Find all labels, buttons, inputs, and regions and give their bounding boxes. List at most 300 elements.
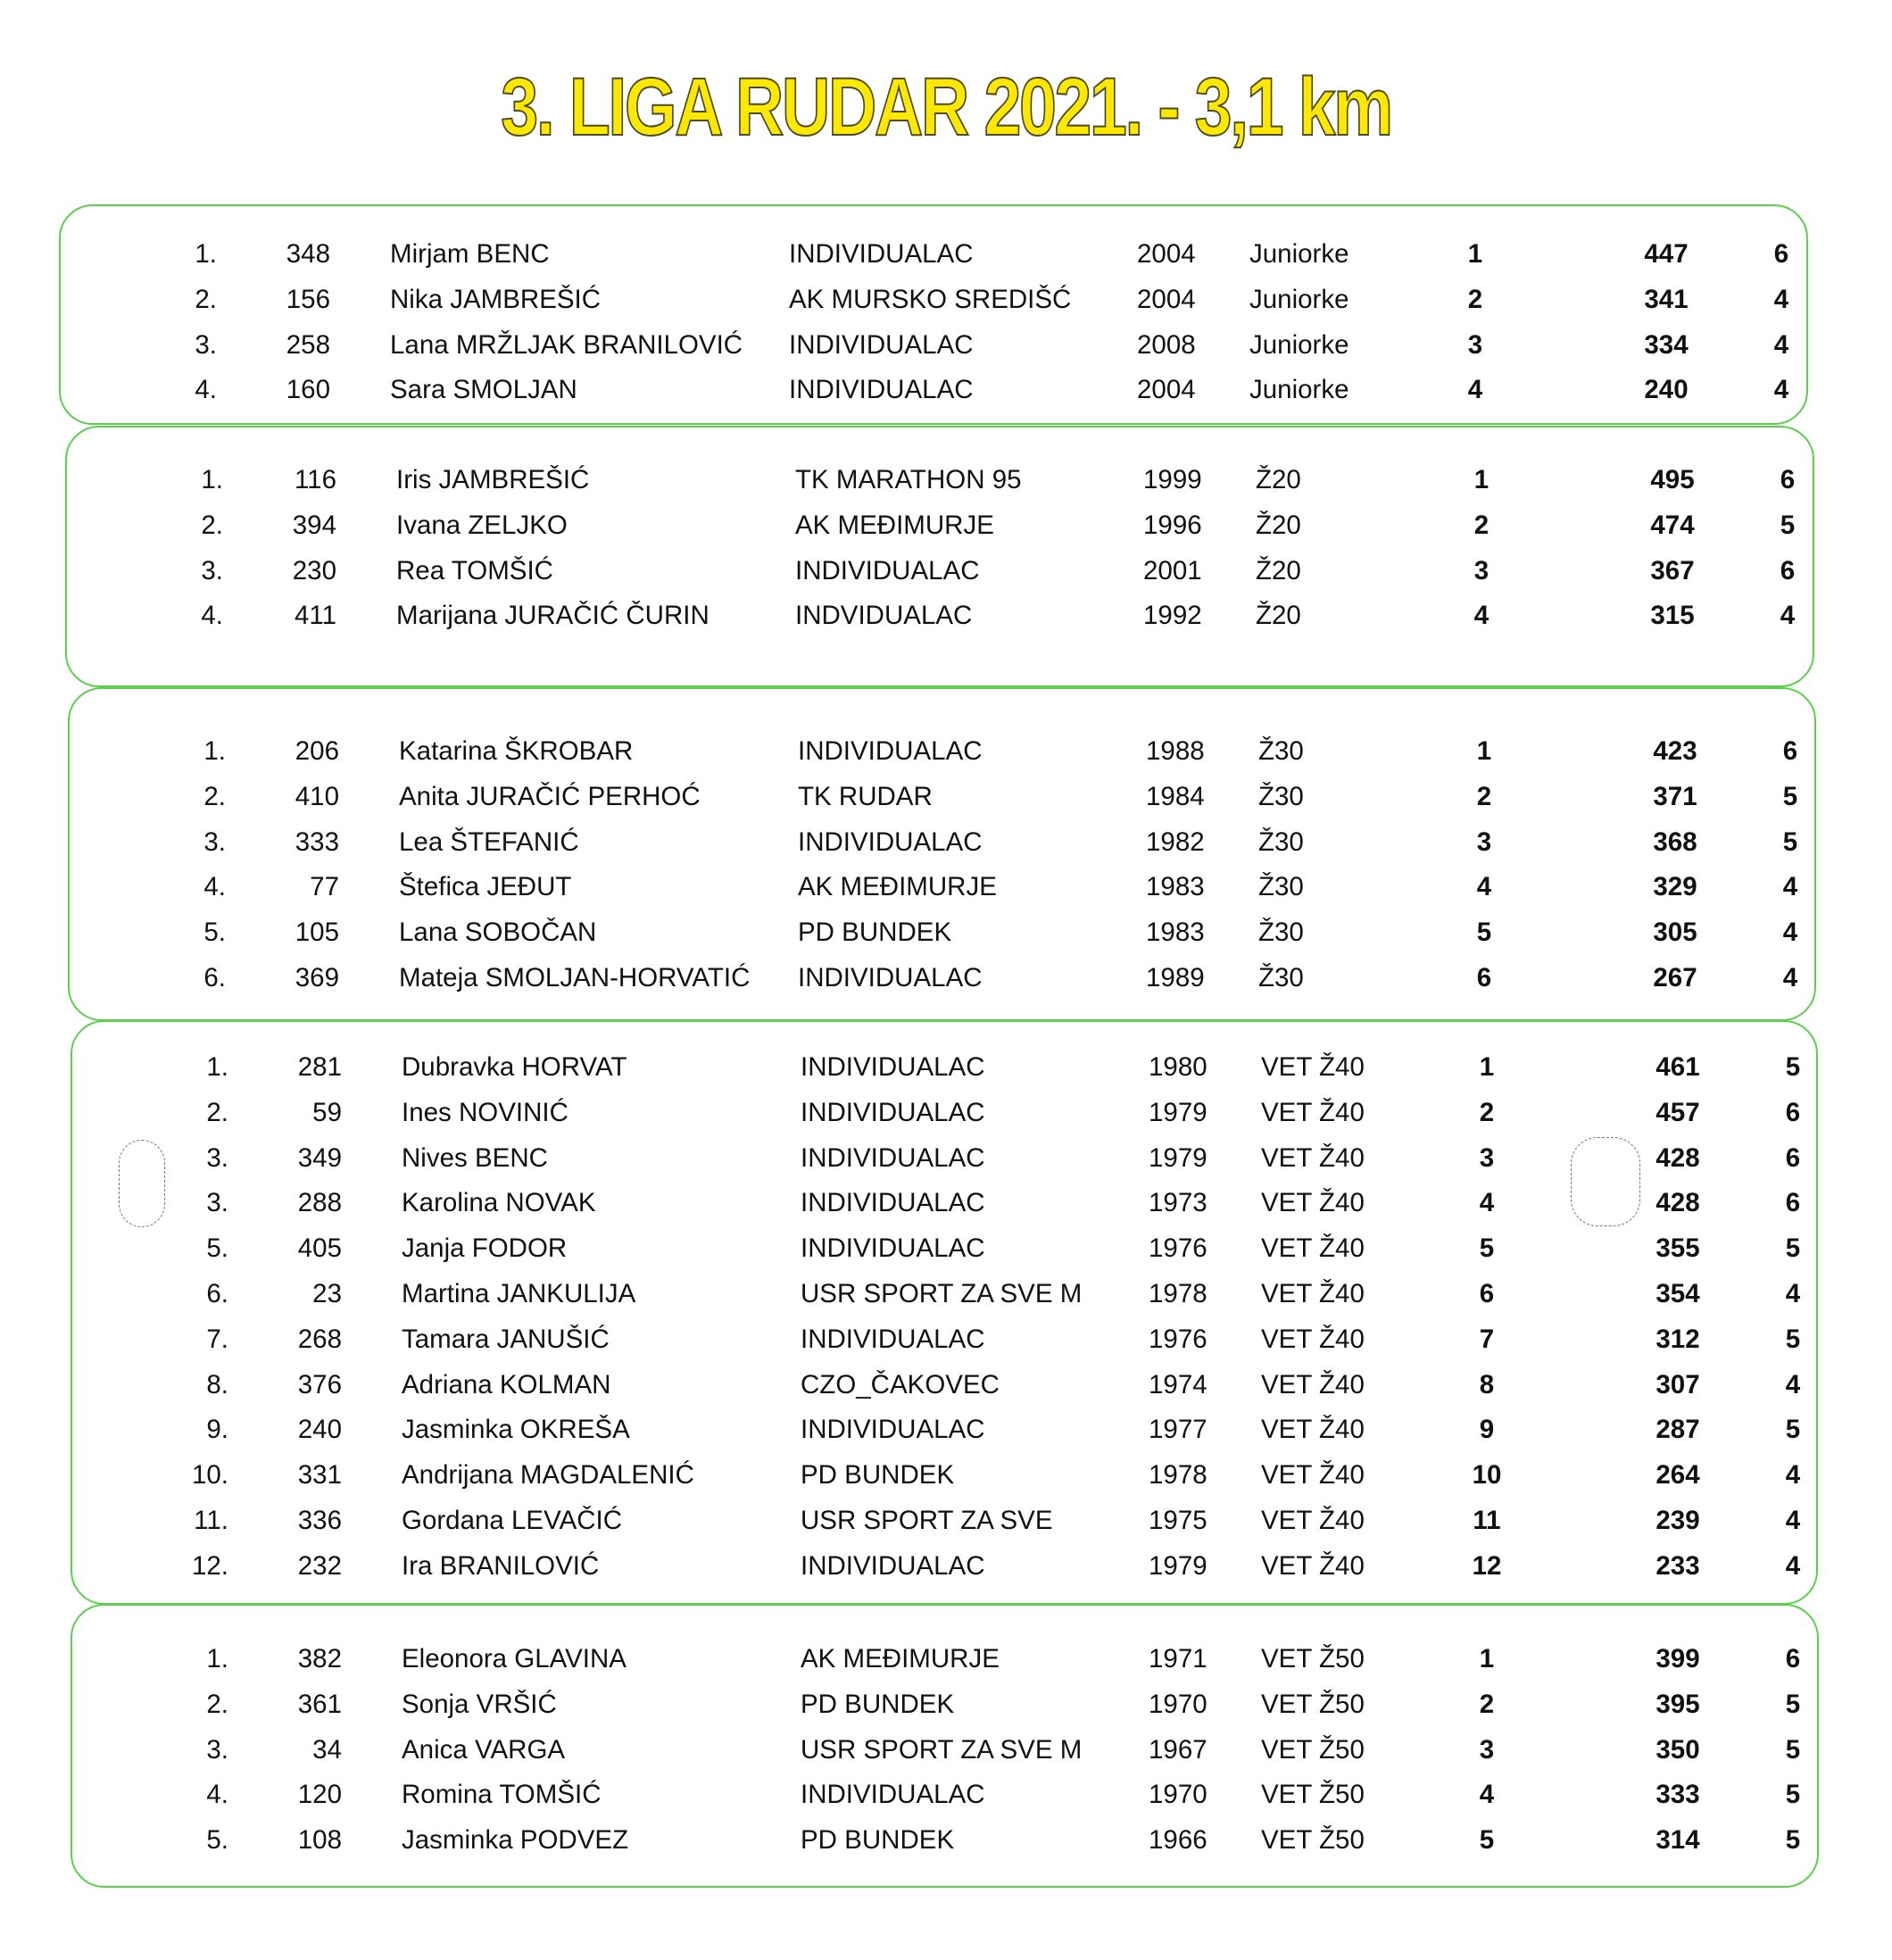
cell-pts: 428 [1656,1188,1700,1218]
cell-cat: VET Ž40 [1261,1052,1365,1082]
cell-races: 6 [1773,239,1789,269]
cell-races: 4 [1773,329,1789,360]
cell-place: 1 [1479,1644,1495,1673]
cell-club: PD BUNDEK [801,1689,955,1719]
result-row [72,1637,1817,1682]
cell-rank: 2. [201,510,223,540]
cell-rank: 1. [206,1644,228,1673]
result-row [72,1682,1817,1728]
cell-pts: 367 [1650,555,1695,586]
cell-pts: 240 [1644,375,1689,405]
cell-bib: 108 [297,1825,342,1856]
cell-cat: Juniorke [1249,239,1349,269]
result-row [72,1408,1816,1453]
cell-year: 1996 [1143,510,1202,540]
cell-club: AK MURSKO SREDIŠĆ [789,284,1072,314]
cell-year: 1976 [1149,1324,1207,1354]
cell-place: 3 [1476,826,1492,857]
cell-place: 7 [1479,1324,1495,1354]
cell-name: Nives BENC [402,1142,548,1173]
cell-place: 1 [1479,1052,1495,1082]
cell-club: INDIVIDUALAC [801,1233,985,1264]
cell-year: 1971 [1149,1644,1207,1673]
cell-name: Eleonora GLAVINA [402,1644,627,1673]
cell-club: INDIVIDUALAC [801,1097,985,1127]
cell-year: 2004 [1137,375,1196,405]
cell-club: PD BUNDEK [801,1825,955,1856]
cell-races: 4 [1785,1369,1801,1399]
cell-pts: 395 [1656,1689,1700,1719]
cell-club: TK MARATHON 95 [795,465,1022,494]
cell-club: INDIVIDUALAC [801,1780,985,1810]
cell-races: 6 [1785,1188,1801,1218]
cell-name: Jasminka OKREŠA [402,1415,630,1445]
cell-name: Ivana ZELJKO [396,510,568,540]
cell-pts: 457 [1656,1097,1700,1127]
cell-cat: VET Ž40 [1261,1142,1365,1173]
cell-pts: 307 [1656,1369,1700,1399]
cell-club: INDIVIDUALAC [789,239,974,269]
cell-name: Katarina ŠKROBAR [399,736,634,766]
result-row [67,458,1813,503]
cell-pts: 428 [1656,1142,1700,1173]
cell-bib: 268 [297,1324,342,1354]
cell-bib: 410 [295,781,339,811]
cell-races: 5 [1785,1689,1801,1719]
cell-year: 1978 [1149,1278,1207,1308]
result-row [72,1728,1817,1773]
cell-cat: Ž30 [1258,872,1304,902]
result-row [70,910,1814,956]
result-row [61,323,1806,369]
cell-place: 8 [1479,1369,1495,1399]
cell-bib: 331 [297,1460,342,1491]
cell-bib: 34 [312,1734,342,1765]
cell-cat: Ž20 [1256,510,1301,540]
cell-name: Sara SMOLJAN [390,375,577,405]
cell-club: INDIVIDUALAC [789,375,974,405]
cell-bib: 349 [297,1142,342,1173]
cell-place: 3 [1467,329,1483,360]
cell-pts: 355 [1656,1233,1700,1264]
cell-races: 6 [1785,1142,1801,1173]
cell-pts: 447 [1644,239,1689,269]
cell-bib: 77 [310,872,339,902]
cell-club: INDIVIDUALAC [801,1052,985,1082]
cell-pts: 287 [1656,1415,1700,1445]
result-row [72,1363,1816,1408]
cell-cat: VET Ž40 [1261,1369,1365,1399]
cell-cat: VET Ž40 [1261,1278,1365,1308]
cell-name: Mirjam BENC [390,239,550,269]
cell-club: INDIVIDUALAC [801,1188,985,1218]
cell-pts: 371 [1653,781,1697,811]
cell-bib: 394 [292,510,336,540]
cell-place: 11 [1473,1505,1501,1535]
cell-races: 5 [1785,1825,1801,1856]
cell-pts: 334 [1644,329,1689,360]
cell-rank: 3. [206,1142,228,1173]
cell-year: 1979 [1149,1142,1207,1173]
cell-year: 1970 [1149,1689,1207,1719]
cell-year: 1984 [1146,781,1205,811]
cell-name: Ira BRANILOVIĆ [402,1550,600,1581]
cell-races: 4 [1785,1278,1801,1308]
tie-marker-rank [119,1140,165,1227]
cell-bib: 405 [297,1233,342,1264]
cell-rank: 3. [203,826,226,857]
cell-club: INDIVIDUALAC [801,1550,985,1581]
cell-year: 1980 [1149,1052,1207,1082]
cell-club: USR SPORT ZA SVE [801,1505,1053,1535]
cell-bib: 105 [295,918,339,948]
cell-cat: VET Ž50 [1261,1825,1365,1856]
cell-name: Andrijana MAGDALENIĆ [402,1460,694,1491]
cell-pts: 368 [1653,826,1697,857]
cell-club: INDIVIDUALAC [798,962,983,992]
cell-place: 4 [1473,601,1490,631]
cell-year: 1970 [1149,1780,1207,1810]
result-row [70,865,1814,910]
cell-races: 5 [1785,1324,1801,1354]
cell-name: Lana SOBOČAN [399,918,597,948]
cell-races: 6 [1780,465,1796,494]
cell-rank: 12. [191,1550,228,1581]
results-group [71,1020,1818,1605]
cell-rank: 4. [206,1780,228,1810]
cell-rank: 1. [201,465,223,494]
cell-bib: 156 [286,284,330,314]
cell-cat: VET Ž40 [1261,1415,1365,1445]
cell-name: Lea ŠTEFANIĆ [399,826,579,857]
cell-bib: 369 [295,962,339,992]
cell-bib: 348 [286,239,330,269]
cell-bib: 288 [297,1188,342,1218]
cell-name: Janja FODOR [402,1233,568,1264]
cell-club: USR SPORT ZA SVE M [801,1734,1083,1765]
cell-cat: Juniorke [1249,375,1349,405]
result-row [72,1272,1816,1317]
cell-place: 2 [1476,781,1492,811]
result-row [67,594,1813,639]
cell-cat: VET Ž50 [1261,1644,1365,1673]
cell-club: INDIVIDUALAC [789,329,974,360]
result-row [67,503,1813,549]
cell-races: 4 [1782,918,1798,948]
cell-rank: 4. [203,872,226,902]
cell-name: Karolina NOVAK [402,1188,596,1218]
cell-name: Tamara JANUŠIĆ [402,1324,610,1354]
cell-club: INDVIDUALAC [795,601,973,631]
cell-pts: 267 [1653,962,1697,992]
cell-races: 4 [1782,872,1798,902]
cell-club: PD BUNDEK [798,918,952,948]
cell-pts: 474 [1650,510,1695,540]
result-row [70,729,1814,775]
cell-rank: 3. [206,1188,228,1218]
cell-bib: 240 [297,1415,342,1445]
cell-races: 4 [1780,601,1796,631]
cell-year: 2001 [1143,555,1202,586]
result-row [70,775,1814,820]
cell-cat: VET Ž50 [1261,1780,1365,1810]
cell-year: 1988 [1146,736,1205,766]
cell-place: 6 [1479,1278,1495,1308]
cell-bib: 120 [297,1780,342,1810]
cell-place: 2 [1479,1689,1495,1719]
cell-pts: 264 [1656,1460,1700,1491]
cell-year: 1975 [1149,1505,1207,1535]
cell-cat: Ž20 [1256,465,1301,494]
cell-races: 5 [1785,1415,1801,1445]
cell-rank: 5. [203,918,226,948]
cell-bib: 361 [297,1689,342,1719]
cell-club: INDIVIDUALAC [801,1415,985,1445]
cell-club: INDIVIDUALAC [801,1324,985,1354]
cell-cat: VET Ž40 [1261,1460,1365,1491]
page-title: 3. LIGA RUDAR 2021. - 3,1 km [501,62,1391,153]
cell-bib: 232 [297,1550,342,1581]
cell-cat: VET Ž40 [1261,1324,1365,1354]
result-row [72,1226,1816,1272]
cell-cat: VET Ž40 [1261,1233,1365,1264]
cell-bib: 336 [297,1505,342,1535]
cell-rank: 5. [206,1233,228,1264]
cell-cat: Ž30 [1258,962,1304,992]
cell-races: 5 [1780,510,1796,540]
cell-place: 5 [1476,918,1492,948]
cell-bib: 160 [286,375,330,405]
cell-bib: 258 [286,329,330,360]
cell-year: 1999 [1143,465,1202,494]
cell-races: 4 [1773,375,1789,405]
cell-year: 1973 [1149,1188,1207,1218]
cell-rank: 3. [195,329,217,360]
cell-name: Martina JANKULIJA [402,1278,636,1308]
cell-bib: 382 [297,1644,342,1673]
cell-year: 2004 [1137,239,1196,269]
cell-rank: 8. [206,1369,228,1399]
cell-rank: 4. [195,375,217,405]
cell-pts: 312 [1656,1324,1700,1354]
cell-rank: 1. [206,1052,228,1082]
cell-cat: Ž30 [1258,918,1304,948]
cell-place: 10 [1472,1460,1502,1491]
cell-name: Sonja VRŠIĆ [402,1689,557,1719]
results-group [59,204,1808,425]
cell-name: Lana MRŽLJAK BRANILOVIĆ [390,329,743,360]
cell-rank: 7. [206,1324,228,1354]
cell-year: 2004 [1137,284,1196,314]
cell-place: 4 [1479,1188,1495,1218]
result-row [72,1091,1816,1136]
cell-place: 9 [1479,1415,1495,1445]
cell-bib: 230 [292,555,336,586]
result-row [72,1499,1816,1544]
cell-cat: Ž30 [1258,736,1304,766]
cell-name: Mateja SMOLJAN-HORVATIĆ [399,962,751,992]
result-row [72,1544,1816,1590]
cell-club: USR SPORT ZA SVE M [801,1278,1083,1308]
result-row [72,1453,1816,1499]
result-row [61,232,1806,278]
cell-club: CZO_ČAKOVEC [801,1369,1000,1399]
cell-rank: 6. [203,962,226,992]
cell-cat: Ž20 [1256,555,1301,586]
cell-races: 4 [1785,1505,1801,1535]
cell-year: 1978 [1149,1460,1207,1491]
cell-place: 2 [1479,1097,1495,1127]
cell-year: 1983 [1146,872,1205,902]
result-row [61,368,1806,413]
cell-year: 1974 [1149,1369,1207,1399]
cell-club: TK RUDAR [798,781,933,811]
results-group [65,426,1814,687]
cell-cat: VET Ž50 [1261,1734,1365,1765]
cell-pts: 350 [1656,1734,1700,1765]
cell-rank: 3. [206,1734,228,1765]
cell-cat: Ž20 [1256,601,1301,631]
cell-club: INDIVIDUALAC [798,826,983,857]
cell-races: 5 [1782,826,1798,857]
cell-bib: 411 [294,601,336,631]
cell-year: 1976 [1149,1233,1207,1264]
cell-club: INDIVIDUALAC [798,736,983,766]
cell-club: AK MEĐIMURJE [798,872,997,902]
cell-races: 4 [1782,962,1798,992]
cell-cat: VET Ž40 [1261,1505,1365,1535]
cell-races: 5 [1782,781,1798,811]
cell-rank: 2. [206,1689,228,1719]
cell-races: 5 [1785,1780,1801,1810]
cell-rank: 2. [203,781,226,811]
cell-name: Marijana JURAČIĆ ČURIN [396,601,710,631]
cell-races: 6 [1785,1644,1801,1673]
cell-bib: 333 [295,826,339,857]
cell-year: 1977 [1149,1415,1207,1445]
cell-place: 12 [1472,1550,1502,1581]
cell-place: 3 [1479,1734,1495,1765]
cell-pts: 314 [1656,1825,1700,1856]
cell-pts: 329 [1653,872,1697,902]
cell-pts: 305 [1653,918,1697,948]
cell-club: PD BUNDEK [801,1460,955,1491]
result-row [72,1181,1816,1226]
result-row [61,278,1806,323]
cell-cat: Juniorke [1249,284,1349,314]
cell-cat: VET Ž40 [1261,1097,1365,1127]
cell-races: 4 [1785,1460,1801,1491]
cell-place: 1 [1473,465,1490,494]
cell-year: 1966 [1149,1825,1207,1856]
result-row [72,1136,1816,1182]
result-row [72,1818,1817,1864]
cell-cat: Ž30 [1258,826,1304,857]
cell-rank: 10. [191,1460,228,1491]
cell-place: 2 [1473,510,1490,540]
cell-name: Iris JAMBREŠIĆ [396,465,590,494]
cell-races: 4 [1773,284,1789,314]
cell-name: Jasminka PODVEZ [402,1825,629,1856]
cell-place: 4 [1479,1780,1495,1810]
cell-place: 4 [1476,872,1492,902]
cell-name: Anica VARGA [402,1734,566,1765]
cell-bib: 376 [297,1369,342,1399]
cell-pts: 399 [1656,1644,1700,1673]
cell-name: Nika JAMBREŠIĆ [390,284,602,314]
cell-club: INDIVIDUALAC [795,555,980,586]
cell-races: 5 [1785,1052,1801,1082]
cell-races: 6 [1780,555,1796,586]
cell-pts: 315 [1650,601,1695,631]
cell-rank: 5. [206,1825,228,1856]
cell-year: 2008 [1137,329,1196,360]
cell-place: 3 [1473,555,1490,586]
cell-pts: 354 [1656,1278,1700,1308]
cell-place: 6 [1476,962,1492,992]
cell-bib: 59 [312,1097,342,1127]
cell-place: 2 [1467,284,1483,314]
cell-rank: 11. [194,1505,228,1535]
cell-races: 4 [1785,1550,1801,1581]
cell-rank: 1. [195,239,217,269]
cell-year: 1983 [1146,918,1205,948]
cell-name: Ines NOVINIĆ [402,1097,568,1127]
cell-bib: 116 [294,465,336,494]
cell-year: 1989 [1146,962,1205,992]
cell-name: Dubravka HORVAT [402,1052,627,1082]
cell-year: 1979 [1149,1550,1207,1581]
cell-place: 1 [1476,736,1492,766]
result-row [67,549,1813,594]
cell-name: Anita JURAČIĆ PERHOĆ [399,781,701,811]
cell-cat: VET Ž50 [1261,1689,1365,1719]
cell-pts: 239 [1656,1505,1700,1535]
cell-rank: 2. [195,284,217,314]
cell-rank: 4. [201,601,223,631]
cell-year: 1992 [1143,601,1202,631]
cell-club: AK MEĐIMURJE [795,510,994,540]
cell-bib: 281 [297,1052,342,1082]
cell-place: 5 [1479,1825,1495,1856]
result-row [72,1317,1816,1363]
cell-club: AK MEĐIMURJE [801,1644,1000,1673]
cell-cat: VET Ž40 [1261,1188,1365,1218]
cell-year: 1979 [1149,1097,1207,1127]
cell-pts: 333 [1656,1780,1700,1810]
cell-bib: 206 [295,736,339,766]
cell-pts: 461 [1656,1052,1700,1082]
cell-pts: 233 [1656,1550,1700,1581]
cell-club: INDIVIDUALAC [801,1142,985,1173]
cell-name: Romina TOMŠIĆ [402,1780,602,1810]
cell-place: 3 [1479,1142,1495,1173]
cell-bib: 23 [312,1278,342,1308]
cell-races: 6 [1785,1097,1801,1127]
cell-rank: 6. [206,1278,228,1308]
cell-rank: 9. [206,1415,228,1445]
cell-cat: Ž30 [1258,781,1304,811]
result-row [70,956,1814,1001]
cell-races: 5 [1785,1233,1801,1264]
cell-name: Štefica JEĐUT [399,872,572,902]
cell-pts: 495 [1650,465,1695,494]
results-group [68,687,1816,1021]
cell-place: 4 [1467,375,1483,405]
result-row [70,820,1814,866]
cell-name: Gordana LEVAČIĆ [402,1505,623,1535]
cell-rank: 2. [206,1097,228,1127]
